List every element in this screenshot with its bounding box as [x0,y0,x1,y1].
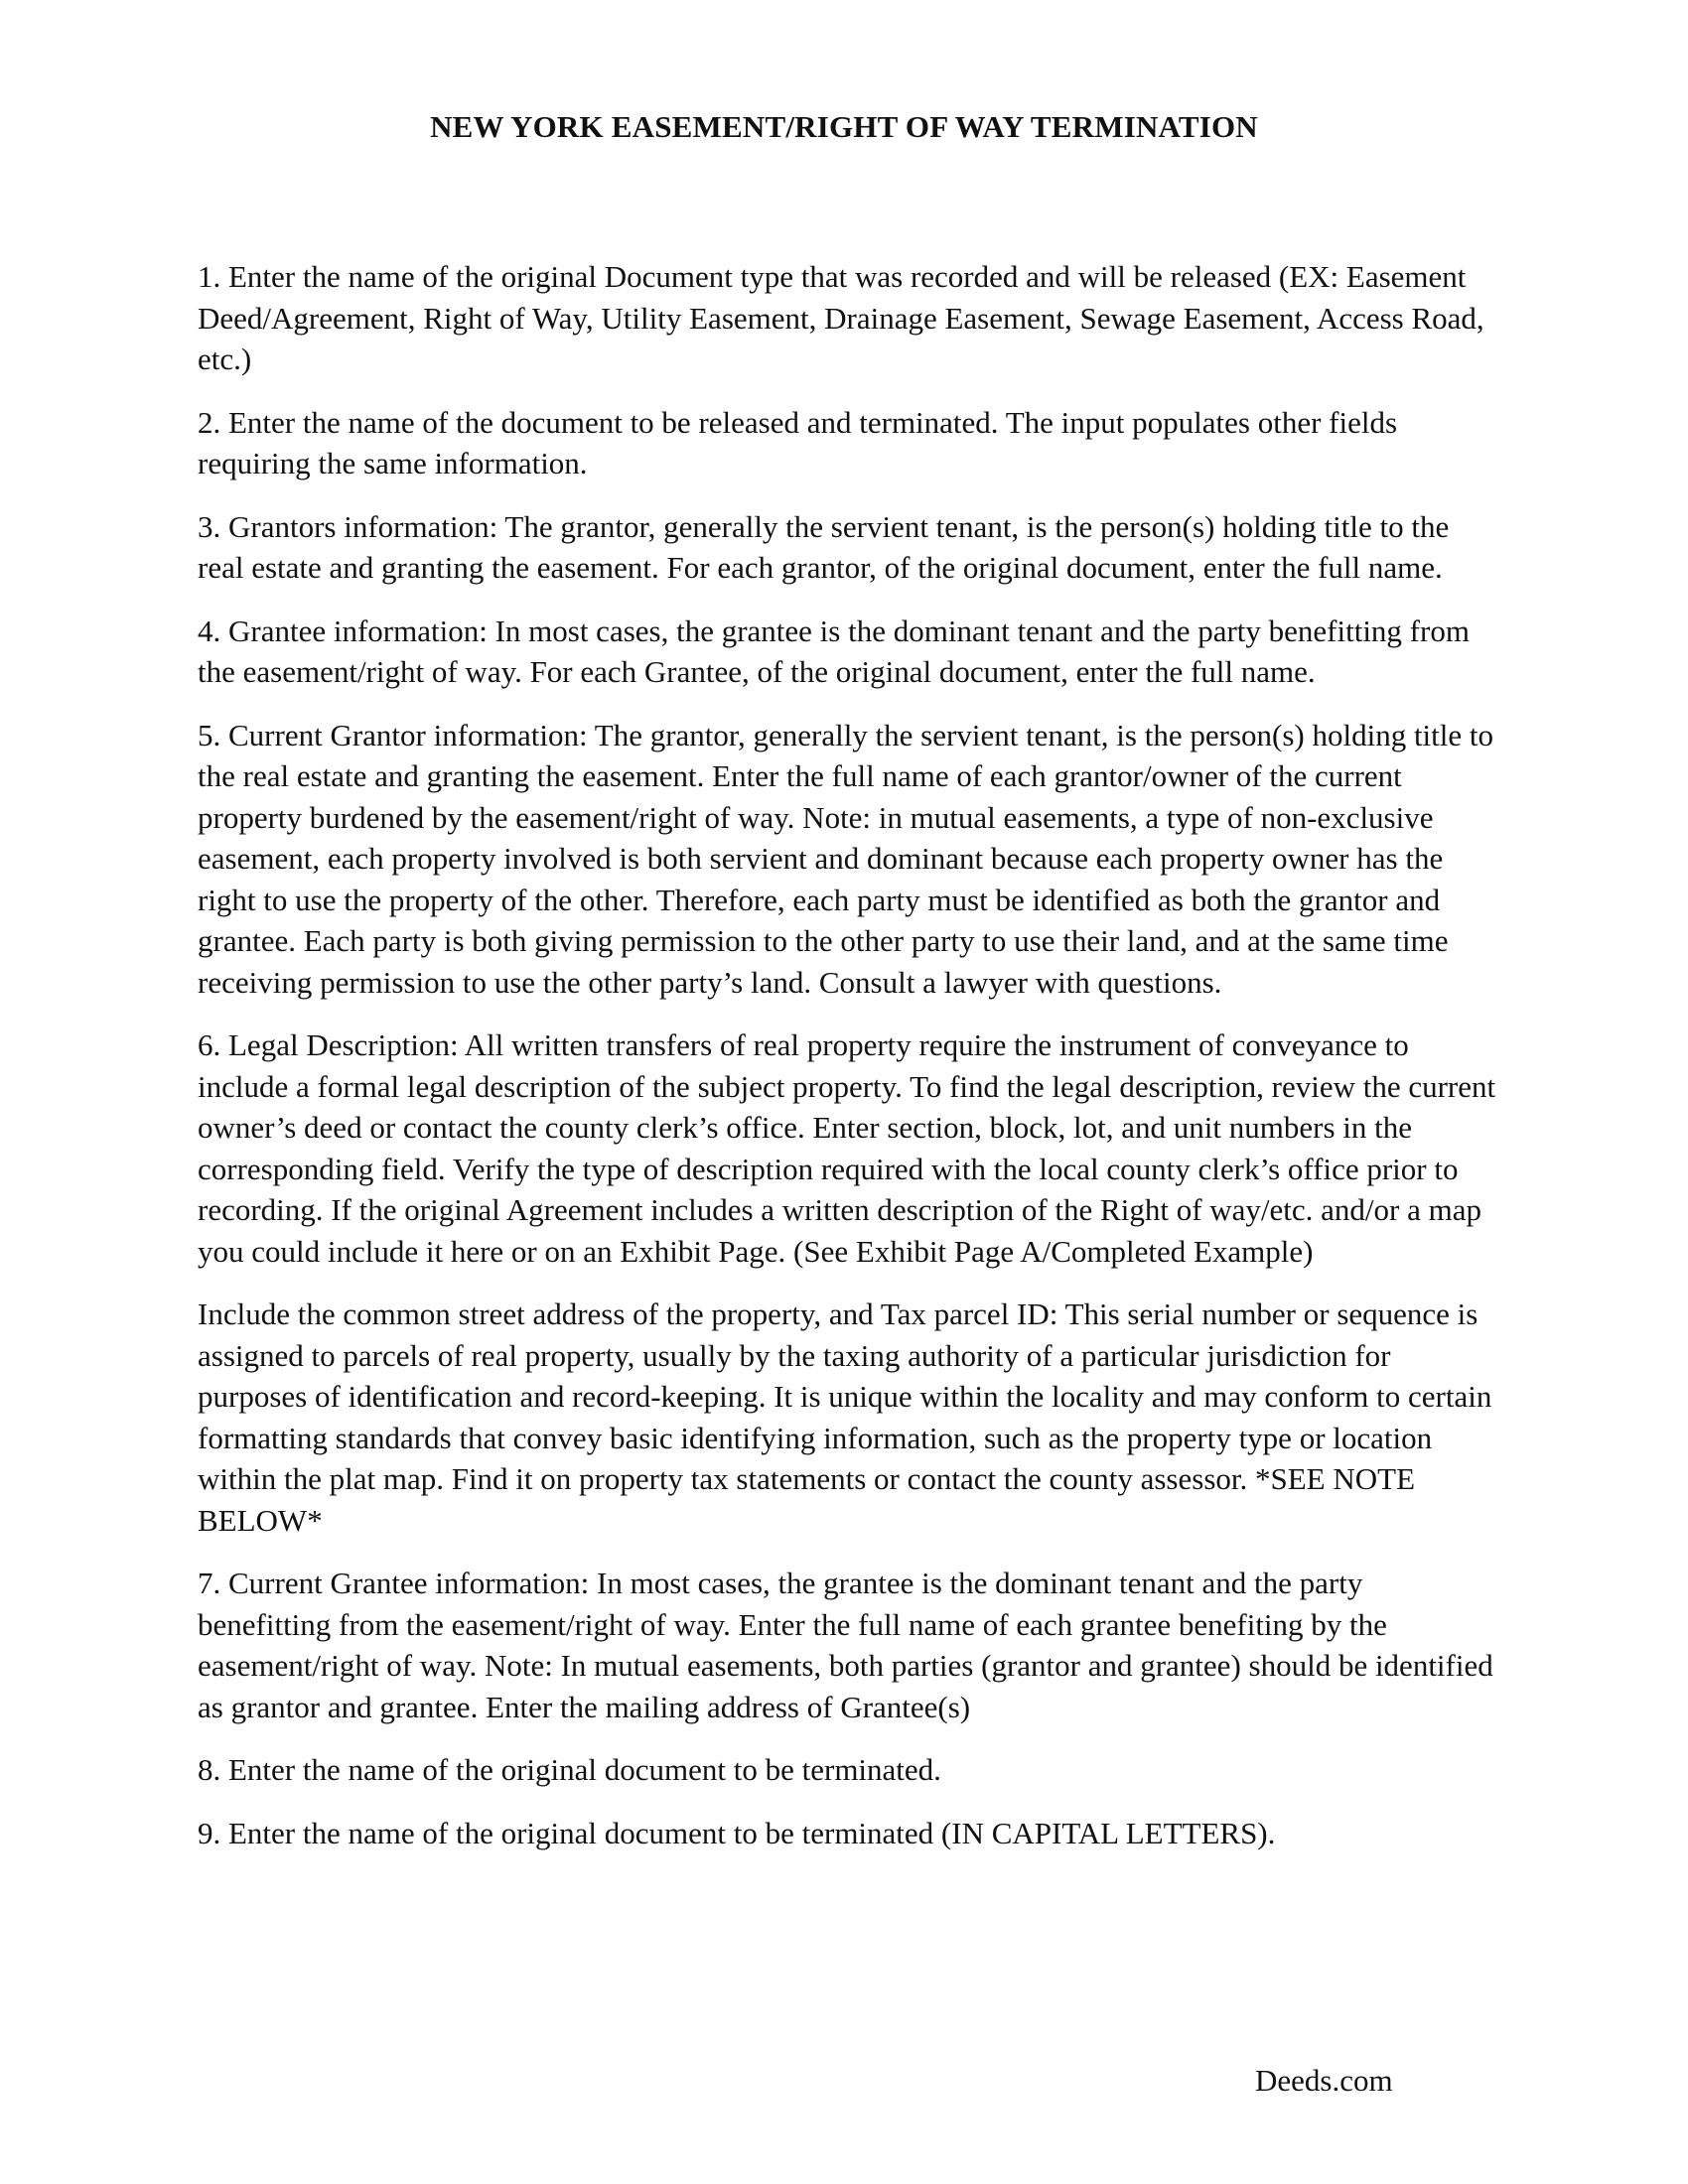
footer-brand: Deeds.com [1255,2063,1393,2098]
instructions-body [198,256,1498,1875]
document-title: NEW YORK EASEMENT/RIGHT OF WAY TERMINATION [430,109,1258,144]
instruction-1: 1. Enter the name of the original Document type that was recorded and will be released (EX: Easement Deed/Agreement, Right of Way, Utility Easement, Drainage Easement, Sewage Easement, Access Road, etc.) [198,259,1484,376]
instruction-2: 2. Enter the name of the document to be released and terminated. The input populates other fields requiring the same information. [198,404,1398,480]
instruction-7: 7. Current Grantee information: In most cases, the grantee is the dominant tenant and the party benefitting from the easement/right of way. Enter the full name of each grantee benefiting by the easement/right of way. Note: In mutual easements, both parties (grantor and grantee) should be identified as grantor and grantee. Enter the mailing address of Grantee(s) [198,1566,1493,1724]
instruction-3: 3. Grantors information: The grantor, generally the servient tenant, is the person(s) holding title to the real estate and granting the easement. For each grantor, of the original document, enter the full name. [198,508,1450,585]
instruction-4: 4. Grantee information: In most cases, the grantee is the dominant tenant and the party benefitting from the easement/right of way. For each Grantee, of the original document, enter the full name. [198,613,1470,689]
instruction-5: 5. Current Grantor information: The grantor, generally the servient tenant, is the person(s) holding title to the real estate and granting the easement. Enter the full name of each grantor/owner of the current property burdened by the easement/right of way. Note: in mutual easements, a type of non-exclusive easement, each property involved is both servient and dominant because each property owner has the right to use the property of the other. Therefore, each party must be identified as both the grantor and grantee. Each party is both giving permission to the other party to use their land, and at the same time receiving permission to use the other party’s land. Consult a lawyer with questions. [198,717,1494,1000]
instruction-6-continued: Include the common street address of the property, and Tax parcel ID: This serial number or sequence is assigned to parcels of real property, usually by the taxing authority of a particular jurisdiction for purposes of identification and record-keeping. It is unique within the locality and may conform to certain formatting standards that convey basic identifying information, such as the property type or location within the plat map. Find it on property tax statements or contact the county assessor. *SEE NOTE BELOW* [198,1297,1492,1538]
instruction-6: 6. Legal Description: All written transfers of real property require the instrument of conveyance to include a formal legal description of the subject property. To find the legal description, review the current owner’s deed or contact the county clerk’s office. Enter section, block, lot, and unit numbers in the corresponding field. Verify the type of description required with the local county clerk’s office prior to recording. If the original Agreement includes a written description of the Right of way/etc. and/or a map you could include it here or on an Exhibit Page. (See Exhibit Page A/Completed Example) [198,1027,1496,1269]
instruction-8: 8. Enter the name of the original document to be terminated. [198,1752,941,1787]
instruction-9: 9. Enter the name of the original document to be terminated (IN CAPITAL LETTERS). [198,1815,1276,1850]
